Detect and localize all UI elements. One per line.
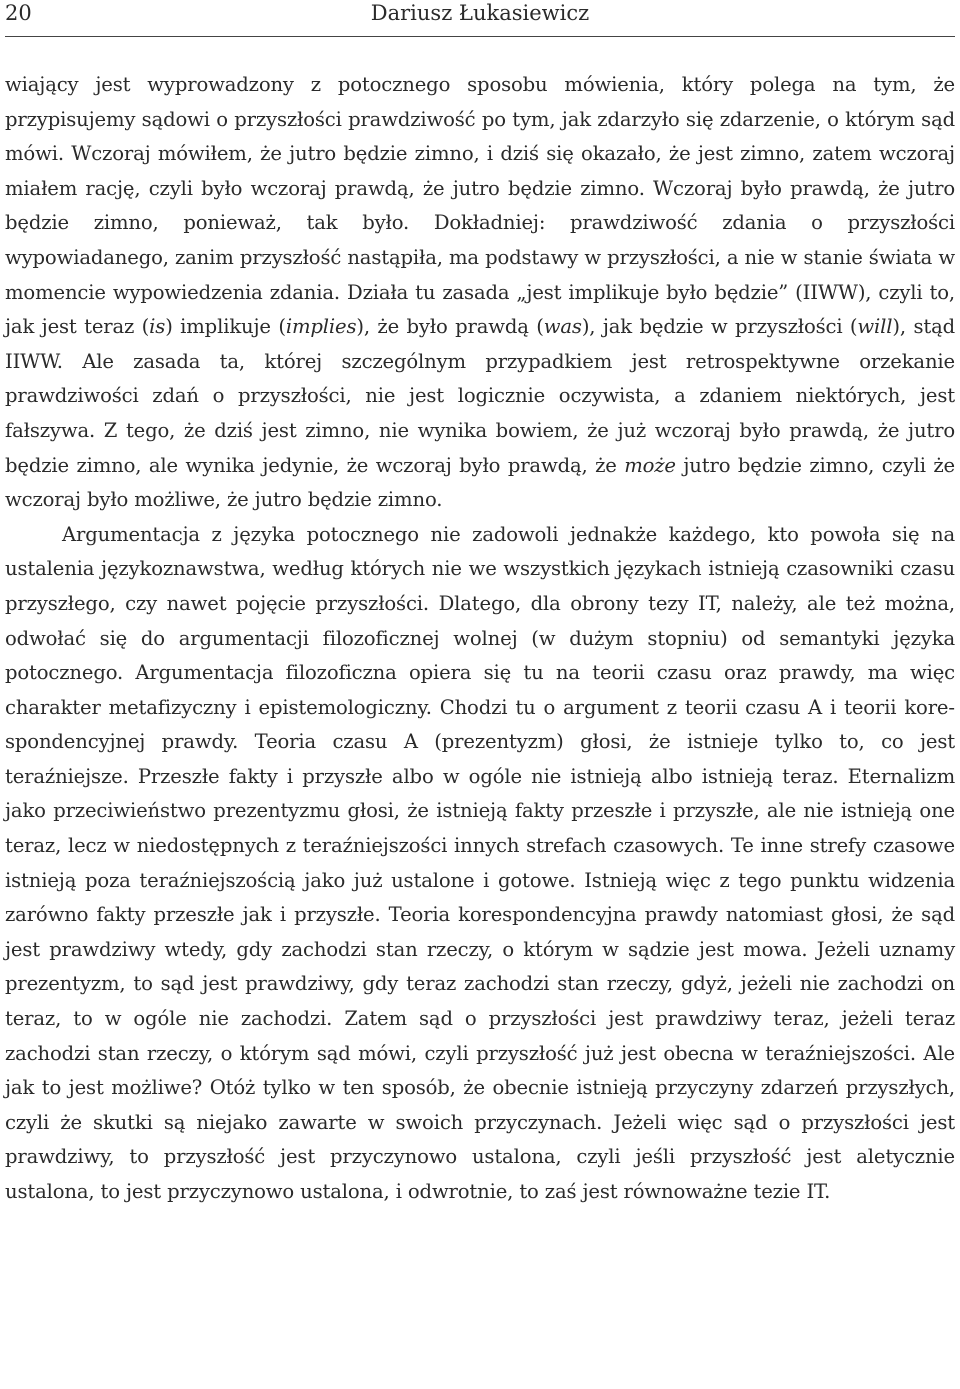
text-segment: wiający jest wyprowadzony z potocznego sposobu mówienia, który polega na tym, że przypisujemy sądowi o przyszłości prawdziwość po tym, jak zdarzyło się zdarzenie, o którym sąd mówi. Wczoraj mówiłem, że jutro będzie zimno, i dziś się okazało, że jest zimno, zatem wczoraj miałem rację, czyli było wczoraj prawdą, że jutro będzie zimno. Wczoraj było prawdą, że jutro będzie zimno, ponieważ, tak było. Dokładniej: prawdziwość zdania o przyszłości wypowiadanego, zanim przyszłość nastąpiła, ma podstawy w przyszłości, a nie w stanie świata w momencie wypowiedzenia zdania. Działa tu zasada „jest implikuje było będzie” (IIWW), czyli to, jak jest teraz (: [5, 73, 955, 339]
text-segment: ), jak będzie w przyszłości (: [581, 315, 858, 339]
paragraph: [5, 68, 955, 518]
text-segment-italic: will: [857, 315, 893, 339]
running-header: [5, 0, 955, 30]
text-segment: Argumentacja z języka potocznego nie zadowoli jednakże każdego, kto powoła się na ustalenia językoznawstwa, według których nie we wszystkich językach istnieją czasowniki czasu przyszłego, czy nawet pojęcie przyszłości. Dlatego, dla obrony tezy IT, należy, ale też można, odwołać się do argumentacji filozoficznej wolnej (w dużym stopniu) od semantyki języka potocznego. Argumentacja filozoficzna opiera się tu na teorii czasu oraz prawdy, ma więc charakter metafizyczny i epistemologiczny. Chodzi tu o argument z teorii czasu A i teorii korespondencyjnej prawdy. Teoria czasu A (prezentyzm) głosi, że istnieje tylko to, co jest teraźniejsze. Przeszłe fakty i przyszłe albo w ogóle nie istnieją albo istnieją teraz. Eternalizm jako przeciwieństwo prezentyzmu głosi, że istnieją fakty przeszłe i przyszłe, ale nie istnieją one teraz, lecz w niedostępnych z teraźniejszości innych strefach czasowych. Te inne strefy czasowe istnieją poza teraźniejszością jako już ustalone i gotowe. Istnieją więc z tego punktu widzenia zarówno fakty przeszłe jak i przyszłe. Teoria korespondencyjna prawdy natomiast głosi, że sąd jest prawdziwy wtedy, gdy zachodzi stan rzeczy, o którym w sądzie jest mowa. Jeżeli uznamy prezentyzm, to sąd jest prawdziwy, gdy teraz zachodzi stan rzeczy, gdyż, jeżeli nie zachodzi on teraz, to w ogóle nie zachodzi. Zatem sąd o przyszłości jest prawdziwy teraz, jeżeli teraz zachodzi stan rzeczy, o którym sąd mówi, czyli przyszłość już jest obecna w teraźniejszości. Ale jak to jest możliwe? Otóż tylko w ten sposób, że obecnie istnieją przyczyny zdarzeń przyszłych, czyli że skutki są niejako zawarte w swoich przyczynach. Jeżeli więc sąd o przyszłości jest prawdziwy, to przyszłość jest przyczynowo ustalona, czyli jeśli przyszłość jest aletycznie ustalona, to jest przyczynowo ustalona, i odwrotnie, to zaś jest równoważne tezie IT.: [5, 522, 955, 1203]
paragraph: [5, 518, 955, 1210]
text-segment-italic: może: [624, 453, 676, 477]
text-segment: ), stąd IIWW. Ale zasada ta, której szczególnym przypadkiem jest retrospektywne orzekanie prawdziwości zdań o przyszłości, nie jest logicznie oczywista, a zdaniem niektórych, jest fałszywa. Z tego, że dziś jest zimno, nie wynika bowiem, że już wczoraj było prawdą, że jutro będzie zimno, ale wynika jedynie, że wczoraj było prawdą, że: [5, 315, 955, 477]
body-text: [5, 68, 955, 1210]
text-segment: ), że było prawdą (: [356, 315, 544, 339]
text-segment: jutro będzie zimno, czyli że wczoraj było możliwe, że jutro będzie zimno.: [5, 453, 955, 512]
header-rule: [5, 36, 955, 37]
text-segment-italic: was: [543, 315, 582, 339]
page-number: 20: [5, 1, 32, 25]
text-segment-italic: implies: [285, 315, 357, 339]
text-segment: ) implikuje (: [165, 315, 286, 339]
running-head-author: Dariusz Łukasiewicz: [370, 1, 590, 25]
text-segment-italic: is: [149, 315, 166, 339]
